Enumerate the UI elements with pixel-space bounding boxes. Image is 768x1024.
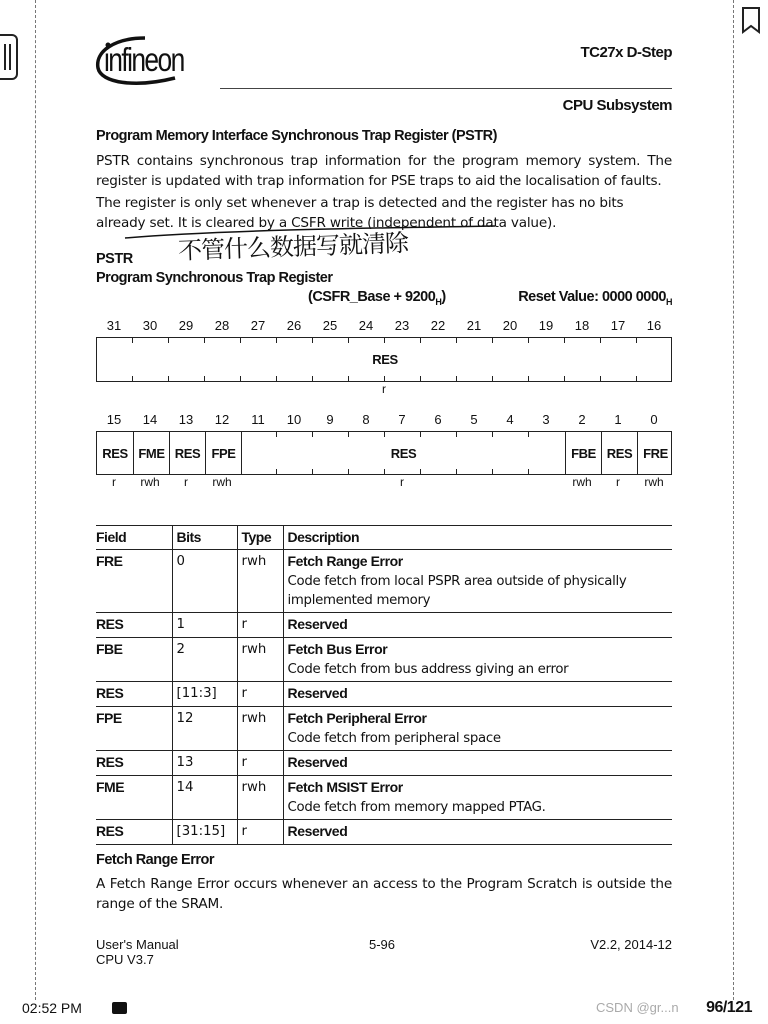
bit-number: 2	[578, 412, 586, 427]
field-type: rwh	[237, 638, 283, 682]
field-bits: 2	[172, 638, 237, 682]
field-type: rwh	[237, 776, 283, 820]
register-field-res: RES	[102, 445, 128, 461]
page-right-edge	[733, 0, 734, 1000]
bit-tick	[492, 432, 493, 437]
bit-number: 24	[358, 318, 374, 333]
bit-number: 9	[326, 412, 334, 427]
register-field-fre: FRE	[637, 432, 673, 474]
footer-manual: User's Manual	[96, 937, 179, 952]
status-time: 02:52 PM	[22, 1000, 82, 1016]
access-type: rwh	[572, 475, 592, 489]
table-header-row	[96, 526, 672, 550]
bit-tick	[276, 432, 277, 437]
description-text: Code fetch from bus address giving an error	[287, 662, 569, 677]
bookmark-icon[interactable]	[741, 6, 761, 34]
bit-tick	[492, 469, 493, 474]
register-reset-value	[518, 289, 672, 307]
field-name: RES	[96, 682, 172, 707]
logo-text: infineon	[104, 41, 184, 78]
table-row	[96, 707, 672, 751]
field-bits: 1	[172, 613, 237, 638]
handle-bar	[9, 44, 11, 70]
subsection-title: Fetch Range Error	[96, 852, 214, 868]
battery-icon	[112, 1002, 127, 1014]
bit-number: 6	[434, 412, 442, 427]
bit-tick	[276, 338, 277, 343]
col-field: Field	[96, 526, 172, 550]
bit-number: 17	[610, 318, 626, 333]
field-name: FBE	[96, 638, 172, 682]
description-title: Fetch Peripheral Error	[287, 710, 427, 726]
field-type: r	[237, 751, 283, 776]
table-row	[96, 751, 672, 776]
access-type: rwh	[212, 475, 232, 489]
bit-number: 19	[538, 318, 554, 333]
field-description	[283, 707, 672, 751]
field-bits: 14	[172, 776, 237, 820]
bit-tick	[420, 469, 421, 474]
description-text: Code fetch from memory mapped PTAG.	[287, 800, 546, 815]
col-description: Description	[283, 526, 672, 550]
footer-version-date: V2.2, 2014-12	[590, 937, 672, 952]
lower-bit-numbers	[96, 412, 672, 427]
field-bits: [11:3]	[172, 682, 237, 707]
table-row	[96, 613, 672, 638]
field-name: FPE	[96, 707, 172, 751]
bit-number: 22	[430, 318, 446, 333]
field-description	[283, 776, 672, 820]
bit-tick	[528, 469, 529, 474]
access-type: r	[400, 475, 404, 489]
bit-tick	[636, 376, 637, 381]
bit-tick	[492, 338, 493, 343]
bit-number: 0	[650, 412, 658, 427]
upper-access-row	[96, 382, 672, 398]
field-type: rwh	[237, 707, 283, 751]
address-subscript: H	[435, 296, 442, 307]
bit-tick	[384, 432, 385, 437]
access-type: rwh	[644, 475, 664, 489]
access-type: r	[184, 475, 188, 489]
register-short-name: PSTR	[96, 251, 133, 267]
bit-tick	[420, 376, 421, 381]
bit-number: 29	[178, 318, 194, 333]
description-title: Reserved	[287, 616, 348, 632]
bit-number: 14	[142, 412, 158, 427]
reset-subscript: H	[666, 296, 672, 307]
description-title: Fetch MSIST Error	[287, 779, 403, 795]
bit-tick	[240, 376, 241, 381]
lower-access-row	[96, 475, 672, 491]
bit-tick	[528, 338, 529, 343]
description-title: Fetch Range Error	[287, 553, 403, 569]
bit-tick	[312, 469, 313, 474]
csdn-watermark: CSDN @gr...n	[596, 1000, 679, 1015]
bit-tick	[240, 338, 241, 343]
bit-tick	[492, 376, 493, 381]
table-row	[96, 550, 672, 613]
bit-tick	[312, 432, 313, 437]
bit-number: 21	[466, 318, 482, 333]
register-field-res: RES	[241, 432, 565, 474]
description-text: Code fetch from local PSPR area outside of physically implemented memory	[287, 574, 627, 608]
bit-tick	[348, 376, 349, 381]
bit-tick	[420, 432, 421, 437]
bit-number: 10	[286, 412, 302, 427]
col-type: Type	[237, 526, 283, 550]
bit-tick	[384, 376, 385, 381]
bit-number: 7	[398, 412, 406, 427]
field-bits: 0	[172, 550, 237, 613]
bit-tick	[384, 338, 385, 343]
bit-tick	[276, 376, 277, 381]
access-type: r	[382, 382, 386, 396]
footer-page-number: 5-96	[369, 937, 396, 952]
paragraph: PSTR contains synchronous trap information for the program memory system. The register is updated with trap information for PSE traps to aid the localisation of faults.	[96, 153, 672, 189]
field-name: RES	[96, 751, 172, 776]
field-type: r	[237, 820, 283, 845]
table-row	[96, 682, 672, 707]
field-name: RES	[96, 613, 172, 638]
section-title: Program Memory Interface Synchronous Trap Register (PSTR)	[96, 128, 497, 144]
description-title: Reserved	[287, 685, 348, 701]
field-description	[283, 682, 672, 707]
field-description	[283, 820, 672, 845]
field-description	[283, 638, 672, 682]
bit-number: 25	[322, 318, 338, 333]
table-row	[96, 820, 672, 845]
description-title: Reserved	[287, 823, 348, 839]
bit-tick	[348, 338, 349, 343]
product-name: TC27x D-Step	[580, 44, 672, 61]
register-upper-half	[96, 337, 672, 382]
bit-tick	[204, 376, 205, 381]
register-field-fpe: FPE	[205, 432, 241, 474]
field-name: FME	[96, 776, 172, 820]
bit-tick	[132, 376, 133, 381]
bit-number: 18	[574, 318, 590, 333]
bit-number: 26	[286, 318, 302, 333]
bit-tick	[204, 338, 205, 343]
bit-tick	[456, 432, 457, 437]
bit-number: 20	[502, 318, 518, 333]
bit-number: 3	[542, 412, 550, 427]
register-long-name: Program Synchronous Trap Register	[96, 270, 333, 286]
bit-tick	[348, 469, 349, 474]
bit-number: 12	[214, 412, 230, 427]
bit-number: 4	[506, 412, 514, 427]
table-body	[96, 550, 672, 845]
field-name: RES	[96, 820, 172, 845]
access-type: r	[616, 475, 620, 489]
bit-tick	[276, 469, 277, 474]
handle-bar	[4, 44, 6, 70]
register-field-res: RES	[601, 432, 637, 474]
bit-tick	[564, 338, 565, 343]
table-row	[96, 776, 672, 820]
bit-tick	[456, 338, 457, 343]
bit-tick	[132, 338, 133, 343]
register-field-res: RES	[169, 432, 205, 474]
infineon-logo	[95, 36, 220, 90]
bit-number: 16	[646, 318, 662, 333]
address-text: (CSFR_Base + 9200	[308, 289, 436, 305]
bit-tick	[528, 432, 529, 437]
access-type: rwh	[140, 475, 160, 489]
field-table	[96, 525, 672, 845]
bit-tick	[528, 376, 529, 381]
handwritten-note: 不管什么数据写就清除	[177, 228, 409, 266]
field-type: rwh	[237, 550, 283, 613]
field-bits: 13	[172, 751, 237, 776]
chapter-name: CPU Subsystem	[562, 97, 672, 114]
description-title: Reserved	[287, 754, 348, 770]
menu-handle-button[interactable]	[0, 34, 18, 80]
bit-tick	[600, 376, 601, 381]
bit-tick	[456, 376, 457, 381]
field-description	[283, 751, 672, 776]
table-row	[96, 638, 672, 682]
bit-tick	[636, 338, 637, 343]
field-type: r	[237, 613, 283, 638]
address-close: )	[441, 289, 446, 305]
bit-number: 31	[106, 318, 122, 333]
bit-number: 30	[142, 318, 158, 333]
field-description	[283, 550, 672, 613]
bit-tick	[384, 469, 385, 474]
page-indicator: 96/121	[706, 999, 752, 1016]
subsection-text: A Fetch Range Error occurs whenever an access to the Program Scratch is outside the range of the SRAM.	[96, 876, 672, 912]
bit-tick	[168, 338, 169, 343]
register-address	[308, 289, 446, 307]
bit-tick	[420, 338, 421, 343]
bit-number: 8	[362, 412, 370, 427]
header-rule	[220, 88, 672, 89]
reset-text: Reset Value: 0000 0000	[518, 289, 666, 305]
register-field-fbe: FBE	[565, 432, 601, 474]
access-type: r	[112, 475, 116, 489]
register-field-fme: FME	[133, 432, 169, 474]
bit-number: 1	[614, 412, 622, 427]
bit-number: 28	[214, 318, 230, 333]
col-bits: Bits	[172, 526, 237, 550]
description-title: Fetch Bus Error	[287, 641, 388, 657]
field-bits: [31:15]	[172, 820, 237, 845]
field-name: FRE	[96, 550, 172, 613]
field-type: r	[237, 682, 283, 707]
bit-number: 5	[470, 412, 478, 427]
register-field-res: RES	[372, 352, 398, 367]
paragraph: The register is only set whenever a trap is detected and the register has no bits already set. It is cleared by a CSFR write (independent of data value).	[96, 195, 624, 231]
bit-tick	[168, 376, 169, 381]
bit-tick	[348, 432, 349, 437]
bit-number: 11	[251, 412, 265, 427]
bit-tick	[312, 338, 313, 343]
bit-number: 23	[394, 318, 410, 333]
footer-cpu-version: CPU V3.7	[96, 952, 154, 967]
bit-tick	[456, 469, 457, 474]
register-lower-half	[96, 431, 672, 475]
description-text: Code fetch from peripheral space	[287, 731, 501, 746]
field-description	[283, 613, 672, 638]
bit-number: 13	[178, 412, 194, 427]
bit-tick	[600, 338, 601, 343]
bit-number: 15	[106, 412, 122, 427]
page-left-edge	[35, 0, 36, 1000]
field-bits: 12	[172, 707, 237, 751]
bit-tick	[564, 376, 565, 381]
bit-number: 27	[250, 318, 266, 333]
upper-bit-numbers	[96, 318, 672, 333]
bit-tick	[312, 376, 313, 381]
